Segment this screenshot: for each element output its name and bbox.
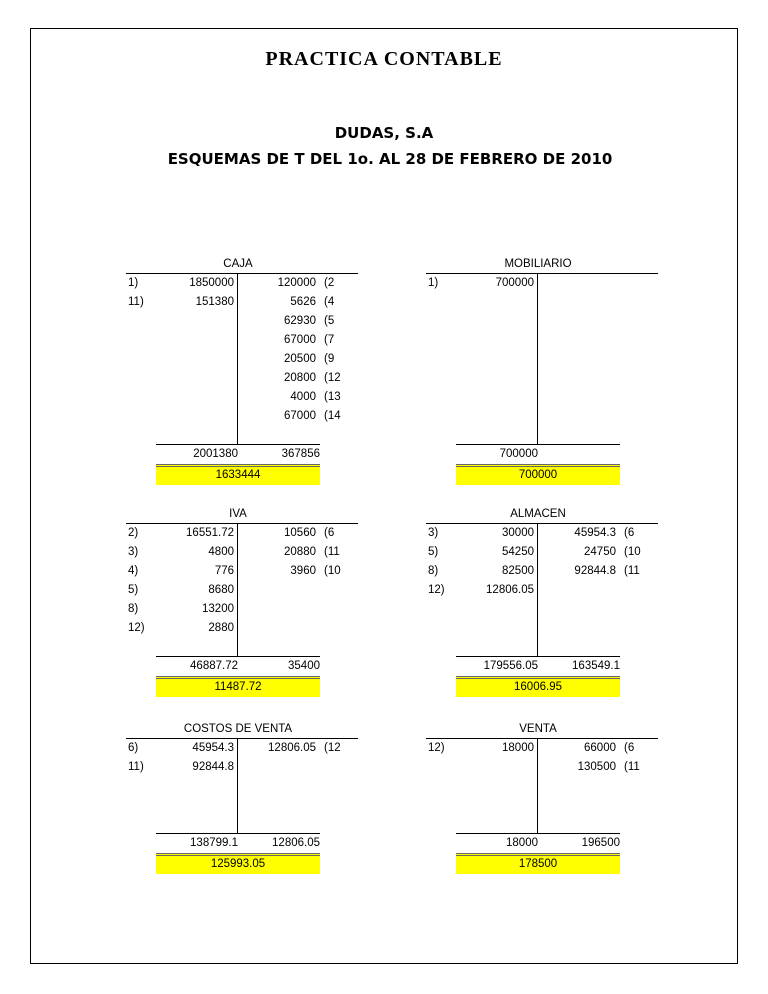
credit-amount: 92844.8 [574, 565, 616, 577]
entry-row [126, 740, 358, 759]
entry-row [126, 351, 358, 370]
entry-row [426, 601, 658, 620]
credit-amount: 20800 [284, 372, 316, 384]
entry-row [126, 544, 358, 563]
entry-ref-left: 12) [128, 622, 145, 634]
credit-amount: 120000 [277, 277, 316, 289]
debit-amount: 4800 [208, 546, 234, 558]
entry-ref-left: 3) [428, 527, 439, 539]
credit-amount: 45954.3 [574, 527, 616, 539]
entry-row [426, 544, 658, 563]
t-account [426, 508, 658, 728]
entry-row [426, 759, 658, 778]
totals-row [156, 833, 320, 849]
debit-amount: 12806.05 [486, 584, 534, 596]
entry-row [126, 759, 358, 778]
entry-ref-right: (11 [624, 761, 640, 773]
entry-row [426, 389, 658, 408]
debit-amount: 45954.3 [192, 742, 234, 754]
account-name: IVA [229, 508, 247, 520]
account-name: MOBILIARIO [504, 258, 572, 270]
debit-amount: 8680 [208, 584, 234, 596]
entry-row [126, 601, 358, 620]
entry-ref-left: 5) [128, 584, 139, 596]
entry-row [126, 582, 358, 601]
t-account-top-line [126, 523, 358, 524]
entry-ref-left: 11) [128, 761, 144, 773]
entry-row [426, 275, 658, 294]
total-debit: 179556.05 [483, 660, 538, 672]
debit-amount: 82500 [502, 565, 534, 577]
credit-amount: 24750 [584, 546, 616, 558]
entry-ref-left: 1) [128, 277, 139, 289]
entry-row [126, 797, 358, 816]
debit-amount: 16551.72 [186, 527, 234, 539]
entry-row [126, 408, 358, 427]
t-account [126, 508, 358, 728]
entry-ref-right: (6 [324, 527, 335, 539]
entry-row [426, 313, 658, 332]
debit-amount: 92844.8 [192, 761, 234, 773]
t-account-top-line [426, 273, 658, 274]
total-debit: 46887.72 [190, 660, 238, 672]
debit-amount: 18000 [502, 742, 534, 754]
account-name: VENTA [519, 723, 557, 735]
page-subtitle: ESQUEMAS DE T DEL 1o. AL 28 DE FEBRERO DE 2010 [167, 150, 613, 168]
entry-row [126, 370, 358, 389]
debit-amount: 776 [214, 565, 234, 577]
credit-amount: 5626 [290, 296, 316, 308]
entry-row [126, 332, 358, 351]
entry-row [126, 778, 358, 797]
entry-row [426, 332, 658, 351]
entry-ref-right: (11 [624, 565, 640, 577]
entry-ref-right: (5 [324, 315, 335, 327]
entry-row [426, 370, 658, 389]
entry-ref-right: (12 [324, 372, 341, 384]
entry-ref-right: (2 [324, 277, 335, 289]
entry-ref-left: 8) [428, 565, 439, 577]
credit-amount: 62930 [284, 315, 316, 327]
entry-ref-right: (13 [324, 391, 341, 403]
credit-amount: 67000 [284, 334, 316, 346]
credit-amount: 66000 [584, 742, 616, 754]
totals-row [156, 656, 320, 672]
account-name: CAJA [223, 258, 253, 270]
entry-row [426, 778, 658, 797]
balance-highlight: 700000 [456, 464, 620, 485]
page-title: PRACTICA CONTABLE [265, 48, 503, 70]
entry-ref-left: 6) [128, 742, 139, 754]
credit-amount: 20500 [284, 353, 316, 365]
entry-ref-left: 3) [128, 546, 139, 558]
account-name: ALMACEN [510, 508, 566, 520]
total-debit: 700000 [499, 448, 538, 460]
balance-highlight: 125993.05 [156, 853, 320, 874]
t-account [426, 723, 658, 943]
entry-ref-right: (4 [324, 296, 335, 308]
balance-highlight: 178500 [456, 853, 620, 874]
entry-row [126, 389, 358, 408]
balance-highlight: 16006.95 [456, 676, 620, 697]
entry-ref-left: 4) [128, 565, 139, 577]
debit-amount: 700000 [495, 277, 534, 289]
entry-ref-right: (12 [324, 742, 341, 754]
entry-row [126, 525, 358, 544]
entry-row [426, 797, 658, 816]
debit-amount: 30000 [502, 527, 534, 539]
t-account-top-line [426, 738, 658, 739]
entry-row [126, 275, 358, 294]
entry-ref-right: (7 [324, 334, 335, 346]
entry-row [426, 294, 658, 313]
company-name: DUDAS, S.A [334, 124, 434, 142]
entry-ref-right: (11 [324, 546, 340, 558]
balance-highlight: 1633444 [156, 464, 320, 485]
entry-row [426, 525, 658, 544]
entry-row [126, 563, 358, 582]
debit-amount: 1850000 [189, 277, 234, 289]
t-account [126, 258, 358, 481]
entry-ref-right: (10 [624, 546, 641, 558]
totals-row [456, 833, 620, 849]
entry-row [126, 294, 358, 313]
entry-ref-right: (14 [324, 410, 341, 422]
total-debit: 138799.1 [190, 837, 238, 849]
entry-ref-left: 12) [428, 742, 445, 754]
credit-amount: 12806.05 [268, 742, 316, 754]
totals-row [456, 656, 620, 672]
account-name: COSTOS DE VENTA [183, 723, 293, 735]
credit-amount: 3960 [290, 565, 316, 577]
balance-highlight: 11487.72 [156, 676, 320, 697]
total-debit: 2001380 [193, 448, 238, 460]
entry-ref-left: 12) [428, 584, 445, 596]
entry-ref-right: (10 [324, 565, 341, 577]
entry-ref-right: (6 [624, 742, 635, 754]
entry-ref-left: 5) [428, 546, 439, 558]
t-account-top-line [126, 273, 358, 274]
totals-row [456, 444, 620, 460]
entry-ref-left: 2) [128, 527, 139, 539]
entry-row [426, 740, 658, 759]
t-account-top-line [426, 523, 658, 524]
entry-row [426, 620, 658, 639]
total-debit: 18000 [506, 837, 538, 849]
entry-ref-left: 11) [128, 296, 144, 308]
debit-amount: 13200 [202, 603, 234, 615]
credit-amount: 67000 [284, 410, 316, 422]
totals-row [156, 444, 320, 460]
credit-amount: 10560 [284, 527, 316, 539]
entry-row [426, 582, 658, 601]
entry-row [426, 408, 658, 427]
t-account [426, 258, 658, 481]
entry-ref-right: (9 [324, 353, 335, 365]
total-credit: 35400 [288, 660, 320, 672]
entry-row [426, 563, 658, 582]
credit-amount: 20880 [284, 546, 316, 558]
total-credit: 367856 [281, 448, 320, 460]
t-account [126, 723, 358, 943]
credit-amount: 4000 [290, 391, 316, 403]
entry-row [426, 351, 658, 370]
credit-amount: 130500 [577, 761, 616, 773]
total-credit: 196500 [581, 837, 620, 849]
total-credit: 163549.1 [572, 660, 620, 672]
entry-row [126, 313, 358, 332]
entry-ref-left: 8) [128, 603, 139, 615]
total-credit: 12806.05 [272, 837, 320, 849]
debit-amount: 151380 [195, 296, 234, 308]
entry-row [126, 620, 358, 639]
entry-ref-left: 1) [428, 277, 439, 289]
debit-amount: 2880 [208, 622, 234, 634]
entry-ref-right: (6 [624, 527, 635, 539]
t-account-top-line [126, 738, 358, 739]
debit-amount: 54250 [502, 546, 534, 558]
